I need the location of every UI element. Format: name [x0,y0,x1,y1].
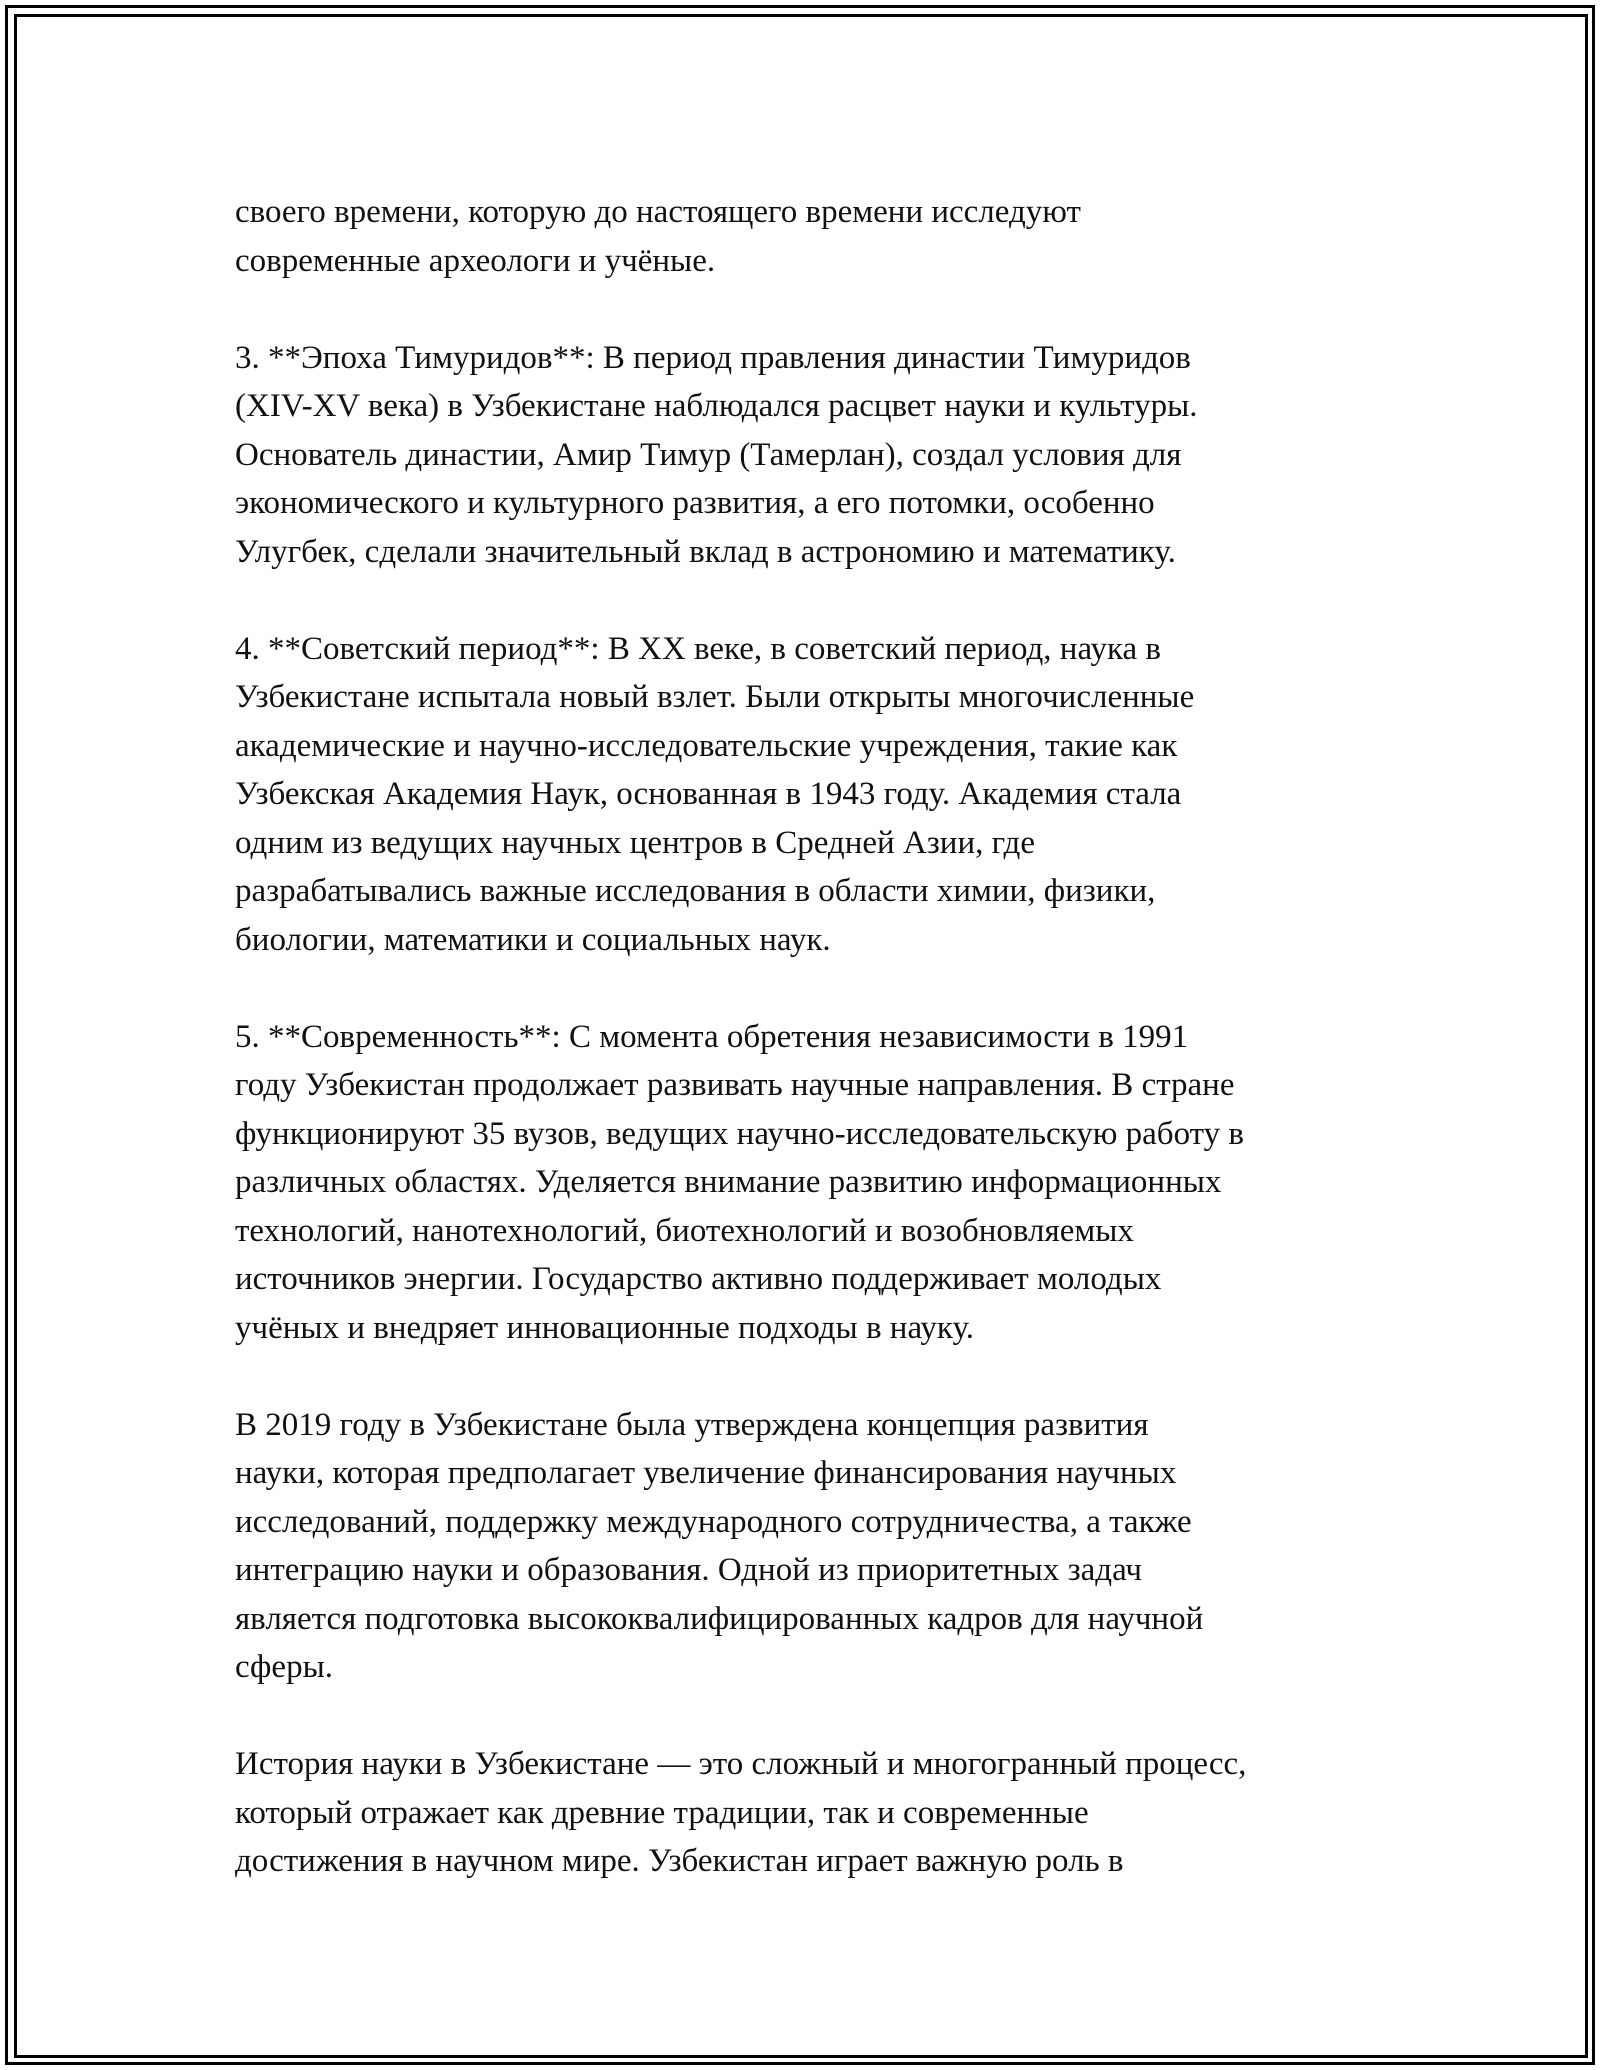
text-line: функционируют 35 вузов, ведущих научно-исследовательскую работу в [235,1115,1244,1152]
text-line: технологий, нанотехнологий, биотехнологий и возобновляемых [235,1212,1134,1249]
text-line: современные археологи и учёные. [235,242,716,279]
text-line: 5. **Современность**: С момента обретения независимости в 1991 [235,1018,1189,1055]
text-line: 3. **Эпоха Тимуридов**: В период правления династии Тимуридов [235,339,1191,376]
text-line: интеграцию науки и образования. Одной из приоритетных задач [235,1552,1143,1588]
text-line: источников энергии. Государство активно поддерживает молодых [235,1261,1162,1297]
text-line: Улугбек, сделали значительный вклад в астрономию и математику. [235,533,1176,570]
paragraph-continuation [235,188,1385,285]
text-line: достижения в научном мире. Узбекистан играет важную роль в [235,1843,1124,1879]
text-line: различных областях. Уделяется внимание развитию информационных [235,1164,1222,1200]
paragraph-soviet-period [235,625,1385,965]
text-line: сферы. [235,1649,334,1685]
text-line: 4. **Советский период**: В XX веке, в советский период, наука в [235,630,1161,667]
text-line: науки, которая предполагает увеличение финансирования научных [235,1455,1177,1491]
paragraph-conclusion [235,1740,1385,1886]
text-line: одним из ведущих научных центров в Средней Азии, где [235,824,1035,861]
text-line: Узбекистане испытала новый взлет. Были открыты многочисленные [235,679,1195,715]
paragraph-timurid-era [235,334,1385,577]
text-line: В 2019 году в Узбекистане была утверждена концепция развития [235,1406,1149,1443]
text-line: экономического и культурного развития, а его потомки, особенно [235,485,1155,521]
text-line: исследований, поддержку международного сотрудничества, а также [235,1503,1192,1540]
paragraph-modern-era [235,1013,1385,1353]
text-line: академические и научно-исследовательские учреждения, такие как [235,727,1178,764]
text-line: который отражает как древние традиции, так и современные [235,1794,1089,1831]
text-line: своего времени, которую до настоящего времени исследуют [235,194,1081,230]
document-body [235,188,1385,1934]
text-line: Узбекская Академия Наук, основанная в 1943 году. Академия стала [235,776,1182,812]
paragraph-2019-concept [235,1401,1385,1692]
text-line: (XIV-XV века) в Узбекистане наблюдался расцвет науки и культуры. [235,388,1198,424]
text-line: году Узбекистан продолжает развивать научные направления. В стране [235,1067,1235,1103]
text-line: является подготовка высококвалифицированных кадров для научной [235,1600,1204,1637]
text-line: учёных и внедряет инновационные подходы в науку. [235,1309,974,1346]
text-line: разрабатывались важные исследования в области химии, физики, [235,873,1156,909]
text-line: История науки в Узбекистане — это сложный и многогранный процесс, [235,1746,1247,1782]
text-line: биологии, математики и социальных наук. [235,921,831,958]
text-line: Основатель династии, Амир Тимур (Тамерлан), создал условия для [235,436,1182,473]
